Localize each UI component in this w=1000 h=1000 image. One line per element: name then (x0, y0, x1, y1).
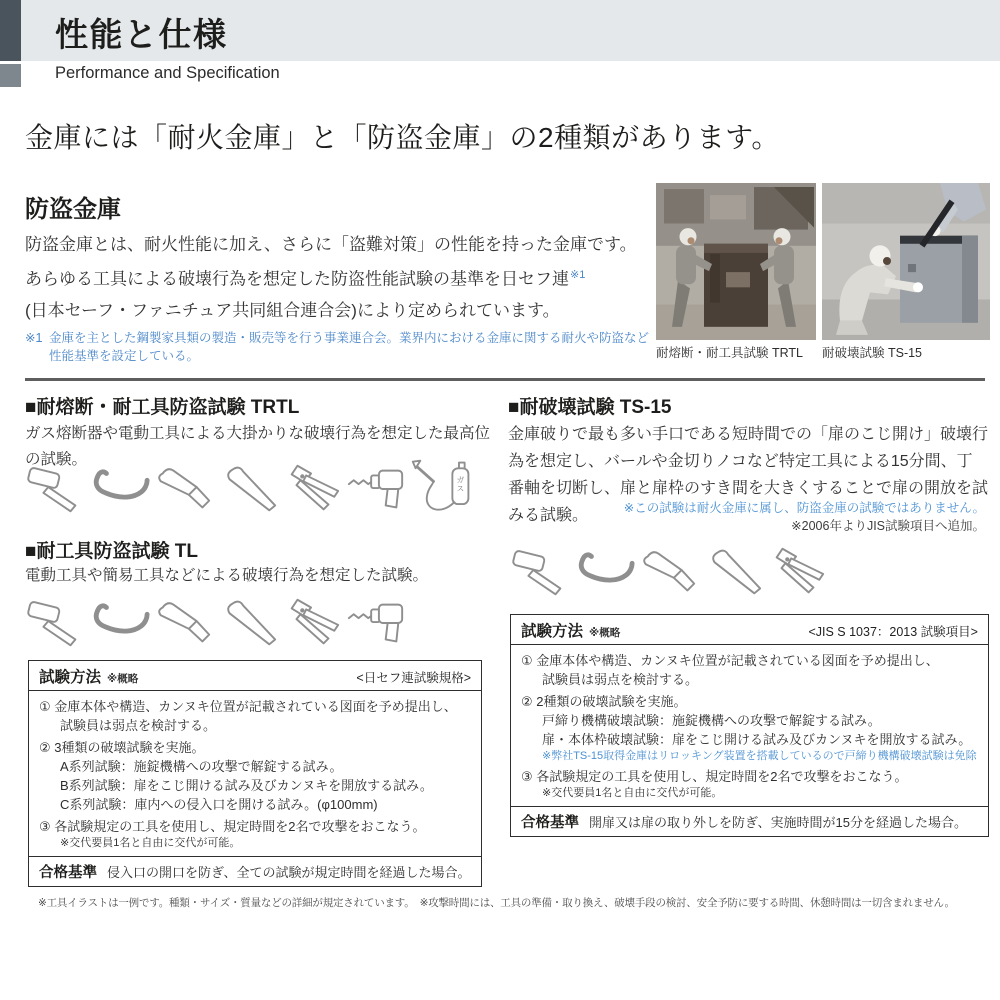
ts15-note-dark: ※2006年よりJIS試験項目へ追加。 (791, 519, 985, 533)
cutter-icon (281, 461, 343, 517)
header-accent-block-gray (0, 64, 21, 87)
torch-icon (409, 456, 475, 522)
ts15-photo-illustration (822, 183, 990, 340)
method-exemption-note: ※弊社TS-15取得金庫はリロッキング装置を搭載しているので戸締り機構破壊試験は免除 (542, 750, 977, 762)
method-box-header (511, 615, 988, 645)
photo-trtl-test (656, 183, 816, 340)
crowbar-icon (574, 544, 636, 600)
photo-ts15-test (822, 183, 990, 340)
method-title: 試験方法 (521, 623, 584, 640)
cutter-icon (281, 595, 343, 651)
method-step-3: ③ 各試験規定の工具を使用し、規定時間を2名で攻撃をおこなう。 (521, 769, 908, 784)
photo-trtl-caption: 耐熔断・耐工具試験 TRTL (656, 346, 803, 360)
page-subtitle: Performance and Specification (55, 64, 280, 82)
chisel-icon (153, 595, 215, 651)
pass-criteria-row (511, 806, 988, 836)
chisel-icon (638, 544, 700, 600)
method-step-2: ② 3種類の破壊試験を実施。 (39, 740, 205, 755)
chisel-icon (153, 461, 215, 517)
spike-icon (702, 544, 764, 600)
photo-ts15-caption: 耐破壊試験 TS-15 (822, 346, 923, 360)
spike-icon (217, 595, 279, 651)
crowbar-icon (89, 595, 151, 651)
method-title: 試験方法 (39, 669, 102, 686)
ts15-tool-row (510, 540, 850, 604)
hammer-icon (25, 595, 87, 651)
body-line-2: あらゆる工具による破壊行為を想定した防盗性能試験の基準を日セフ連$^{※1}$ (25, 269, 586, 289)
spike-icon (217, 461, 279, 517)
trtl-heading: ■耐熔断・耐工具防盗試験 TRTL (25, 397, 300, 418)
ts15-heading: ■耐破壊試験 TS-15 (508, 397, 672, 418)
method-box-body: ① 金庫本体や構造、カンヌキ位置が記載されている図面を予め提出し、 試験員は弱点を検討する。 ② 3種類の破壊試験を実施。 A系列試験：施錠機構への攻撃で解錠する試み。 B系列試験：扉をこじ開ける試み及びカンヌキを開放する試み。 C系列試験：庫内への侵入口を開ける試み。(φ100mm) ③ 各試験規定の工具を使用し、規定時間を2名で攻撃をおこなう。 ※交代要員1名と自由に交代が可能。 (29, 691, 481, 856)
pass-criteria-label: 合格基準 (39, 865, 97, 881)
pass-criteria-text: 侵入口の開口を防ぎ、全ての試験が規定時間を経過した場合。 (107, 865, 471, 880)
crowbar-icon (89, 461, 151, 517)
tl-tool-row (25, 591, 425, 655)
svg-text:ガス: ガス (456, 475, 465, 493)
drill-icon (345, 461, 407, 517)
body-line-3: (日本セーフ・ファニチュア共同組合連合会)により定められています。 (25, 300, 560, 320)
footer-note: ※工具イラストは一例です。種類・サイズ・質量などの詳細が規定されています。 ※攻撃時間には、工具の準備・取り換え、破壊手段の検討、安全予防に要する時間、休憩時間は一切含まれません。 (38, 897, 955, 909)
ts15-notes (508, 499, 985, 535)
method-title-note: ※概略 (589, 627, 621, 639)
method-title-note: ※概略 (107, 673, 139, 685)
method-step-1: ① 金庫本体や構造、カンヌキ位置が記載されている図面を予め提出し、 (39, 699, 457, 714)
tl-body: 電動工具や簡易工具などによる破壊行為を想定した試験。 (25, 567, 429, 584)
trtl-body: ガス熔断器や電動工具による大掛かりな破壊行為を想定した最高位の試験。 (25, 425, 491, 468)
footnote-1-text: 金庫を主とした鋼製家具類の製造・販売等を行う事業連合会。業界内における金庫に関する耐火や防盗など性能基準を設定している。 (49, 331, 650, 363)
pass-criteria-label: 合格基準 (521, 815, 579, 831)
intro-heading: 金庫には「耐火金庫」と「防盗金庫」の2種類があります。 (25, 122, 780, 153)
anti-theft-section-body (25, 229, 655, 326)
page-title: 性能と仕様 (55, 16, 228, 53)
footnote-1-marker: ※1 (25, 331, 43, 345)
hammer-icon (25, 461, 87, 517)
ts15-body: 金庫破りで最も多い手口である短時間での「扉のこじ開け」破壊行為を想定し、バールや金切りノコなど特定工具による15分間、丁番軸を切断し、扉と扉枠のすき間を大きくすることで扉の開放を試みる試験。 (508, 426, 989, 524)
ts15-note-blue: ※この試験は耐火金庫に属し、防盗金庫の試験ではありません。 (623, 501, 985, 515)
tl-heading: ■耐工具防盗試験 TL (25, 541, 198, 562)
header-accent-block-dark (0, 0, 21, 61)
footnote-ref-1: ※1 (570, 269, 586, 281)
pass-criteria-row (29, 856, 481, 886)
body-line-1: 防盗金庫とは、耐火性能に加え、さらに「盗難対策」の性能を持った金庫です。 (25, 235, 637, 254)
hammer-icon (510, 544, 572, 600)
method-standard-label: <日セフ連試験規格> (356, 671, 471, 685)
footnote-1 (25, 330, 657, 365)
pass-criteria-text: 開扉又は扉の取り外しを防ぎ、実施時間が15分を経過した場合。 (589, 815, 967, 830)
anti-theft-section-title: 防盗金庫 (25, 196, 121, 223)
method-step-3: ③ 各試験規定の工具を使用し、規定時間を2名で攻撃をおこなう。 (39, 819, 426, 834)
method-step-1: ① 金庫本体や構造、カンヌキ位置が記載されている図面を予め提出し、 (521, 653, 939, 668)
method-box-body: ① 金庫本体や構造、カンヌキ位置が記載されている図面を予め提出し、 試験員は弱点を検討する。 ② 2種類の破壊試験を実施。 戸締り機構破壊試験：施錠機構への攻撃で解錠する試み。 扉・本体枠破壊試験：扉をこじ開ける試み及びカンヌキを開放する試み。 ※弊社TS-15取得金庫はリロッキング装置を搭載しているので戸締り機構破壊試験は免除 ③ 各試験規定の工具を使用し、規定時間を2名で攻撃をおこなう。 ※交代要員1名と自由に交代が可能。 (521, 653, 977, 799)
section-divider (25, 378, 985, 381)
method-step-2: ② 2種類の破壊試験を実施。 (521, 694, 687, 709)
cutter-icon (766, 544, 828, 600)
method-box-header (29, 661, 481, 691)
nisefuren-method-box (28, 660, 482, 887)
method-standard-label: <JIS S 1037：2013 試験項目> (808, 625, 978, 639)
trtl-photo-illustration (656, 183, 816, 340)
trtl-tool-row (25, 452, 490, 526)
jis-method-box (510, 614, 989, 837)
drill-icon (345, 595, 407, 651)
